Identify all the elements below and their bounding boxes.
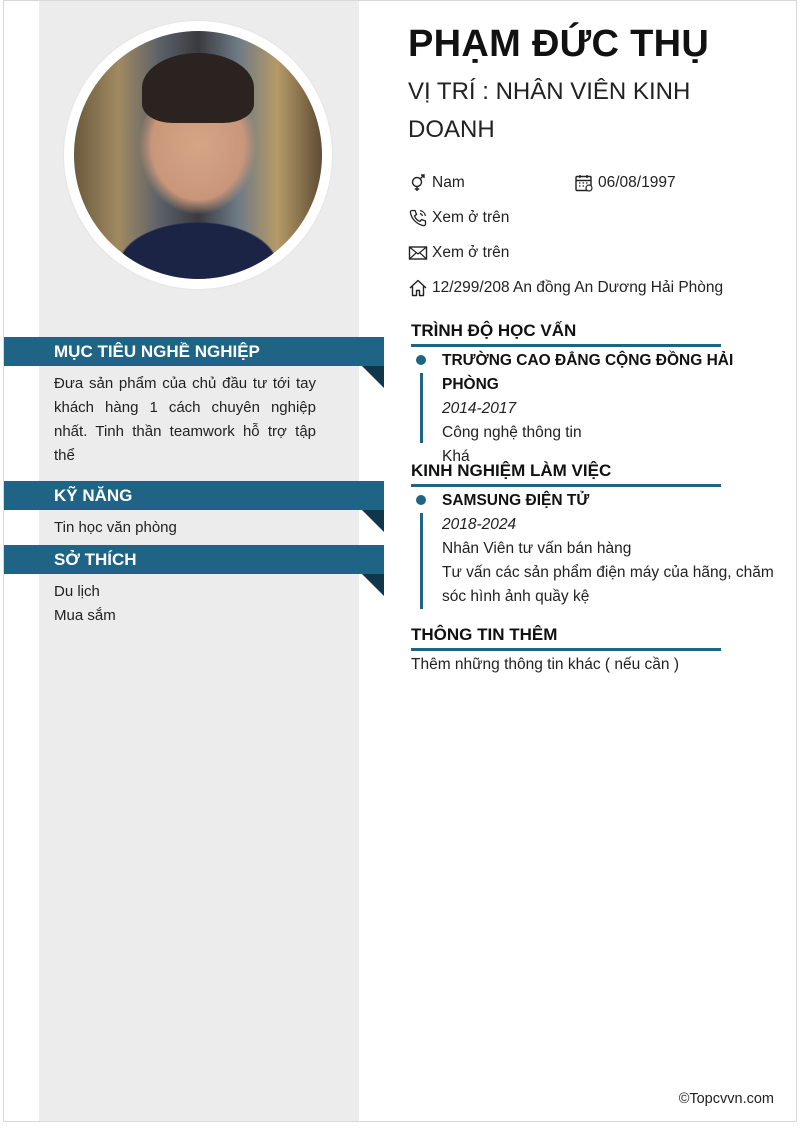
objective-ribbon-fold (362, 366, 384, 388)
home-icon (408, 278, 428, 298)
company-name: SAMSUNG ĐIỆN TỬ (442, 492, 590, 509)
experience-heading: KINH NGHIỆM LÀM VIỆC (411, 459, 721, 487)
education-grade: Khá (442, 448, 470, 465)
phone-value: Xem ở trên (432, 209, 510, 226)
education-heading: TRÌNH ĐỘ HỌC VẤN (411, 319, 721, 347)
email-info (408, 243, 509, 263)
skill-item: Tin học văn phòng (54, 519, 177, 536)
birthdate-info (574, 173, 676, 193)
experience-entry (411, 489, 791, 611)
experience-timeline-line (420, 513, 423, 609)
job-position-line: DOANH (408, 116, 495, 143)
objective-heading: MỤC TIÊU NGHỀ NGHIỆP (4, 337, 384, 366)
phone-info (408, 208, 509, 228)
envelope-icon (408, 243, 428, 263)
experience-details (442, 489, 787, 609)
education-bullet (416, 355, 426, 365)
hobby-item: Du lịch (54, 583, 100, 600)
school-name: TRƯỜNG CAO ĐẲNG CỘNG ĐỒNG HẢI PHÒNG (442, 352, 734, 393)
education-details (442, 349, 787, 469)
skills-ribbon-fold (362, 510, 384, 532)
gender-info (408, 173, 465, 193)
avatar-frame (64, 21, 332, 289)
skills-heading: KỸ NĂNG (4, 481, 384, 510)
job-position (408, 73, 748, 149)
experience-description: Tư vấn các sản phẩm điện máy của hãng, chăm sóc hình ảnh quầy kệ (442, 564, 774, 605)
hobbies-heading: SỞ THÍCH (4, 545, 384, 574)
footer-credit: ©Topcvvn.com (678, 1091, 774, 1107)
experience-role: Nhân Viên tư vấn bán hàng (442, 540, 632, 557)
objective-text: Đưa sản phẩm của chủ đầu tư tới tay khách hàng 1 cách chuyên nghiệp nhất. Tinh thần teamwork hỗ trợ tập thể (54, 375, 316, 464)
address-value: 12/299/208 An đồng An Dương Hải Phòng (432, 279, 724, 296)
birthdate-value: 06/08/1997 (598, 174, 676, 191)
address-info (408, 278, 723, 298)
candidate-name: PHẠM ĐỨC THỤ (408, 23, 710, 65)
hobby-item: Mua sắm (54, 607, 116, 624)
experience-bullet (416, 495, 426, 505)
experience-period: 2018-2024 (442, 516, 517, 533)
avatar (74, 31, 322, 279)
avatar-hair (142, 53, 254, 123)
hobbies-ribbon-fold (362, 574, 384, 596)
additional-text: Thêm những thông tin khác ( nếu cần ) (411, 656, 680, 673)
calendar-icon (574, 173, 594, 193)
education-major: Công nghệ thông tin (442, 424, 582, 441)
job-position-line: VỊ TRÍ : NHÂN VIÊN KINH (408, 78, 691, 105)
email-value: Xem ở trên (432, 244, 510, 261)
phone-icon (408, 208, 428, 228)
gender-icon (408, 173, 428, 193)
education-period: 2014-2017 (442, 400, 517, 417)
additional-heading: THÔNG TIN THÊM (411, 623, 721, 651)
education-entry (411, 349, 791, 465)
gender-value: Nam (432, 174, 465, 191)
education-timeline-line (420, 373, 423, 443)
cv-page (3, 0, 797, 1122)
